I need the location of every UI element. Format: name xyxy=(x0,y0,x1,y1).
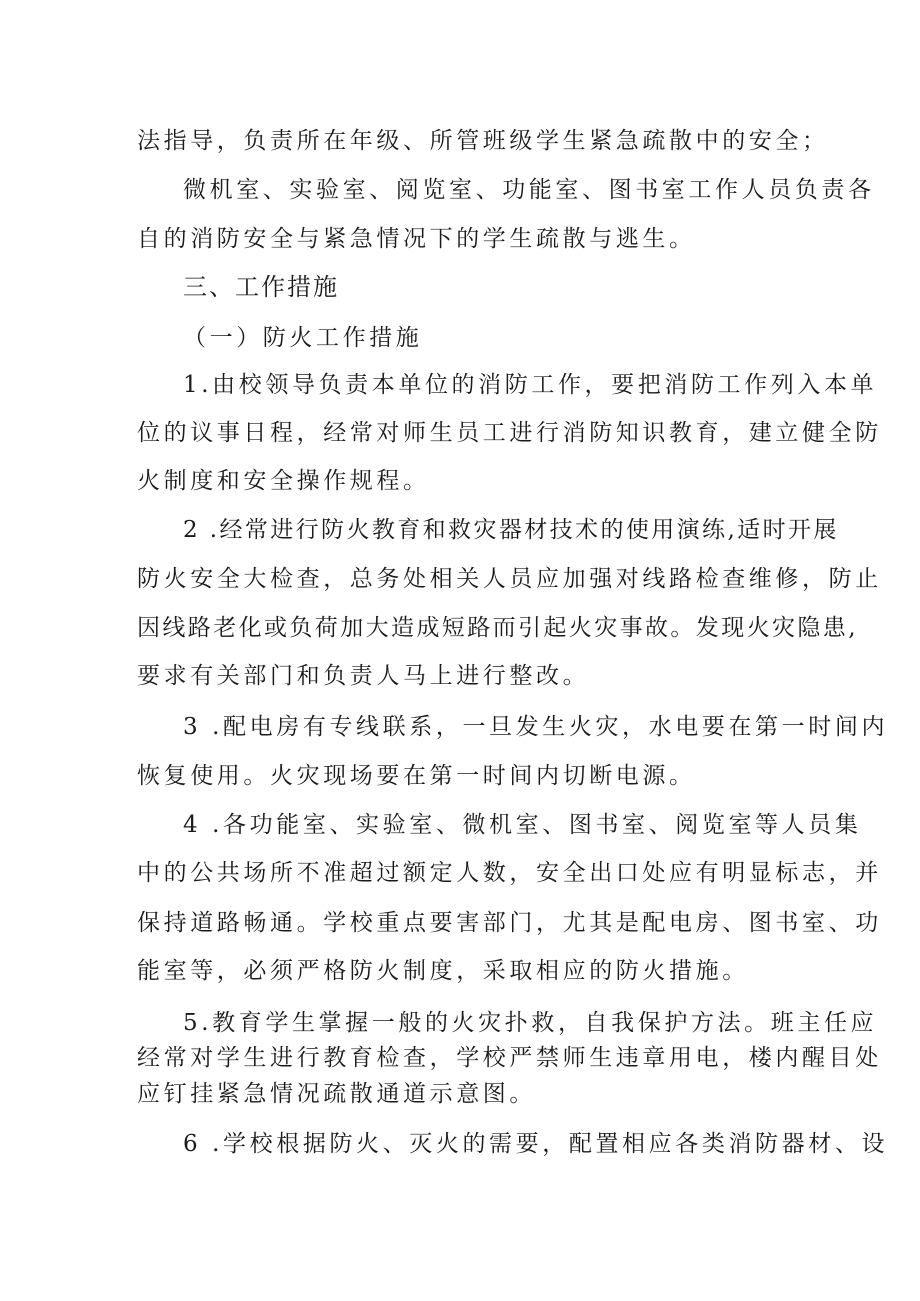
paragraph-line: 6 .学校根据防火、灭火的需要，配置相应各类消防器材、设 xyxy=(183,1131,889,1157)
paragraph-line: 防火安全大检查，总务处相关人员应加强对线路检查维修，防止 xyxy=(137,566,882,592)
paragraph-line: 经常对学生进行教育检查，学校严禁师生违章用电，楼内醒目处 xyxy=(137,1045,882,1071)
paragraph-line: 应钉挂紧急情况疏散通道示意图。 xyxy=(137,1081,536,1107)
paragraph-line: 火制度和安全操作规程。 xyxy=(137,468,430,494)
paragraph-line: 因线路老化或负荷加大造成短路而引起火灾事故。发现火灾隐患, xyxy=(137,615,858,641)
paragraph-line: 恢复使用。火灾现场要在第一时间内切断电源。 xyxy=(137,763,696,789)
subsection-heading: （一）防火工作措施 xyxy=(183,325,423,351)
paragraph-line: 自的消防安全与紧急情况下的学生疏散与逃生。 xyxy=(137,226,696,252)
paragraph-line: 保持道路畅通。学校重点要害部门，尤其是配电房、图书室、功 xyxy=(137,910,882,936)
paragraph-line: 中的公共场所不准超过额定人数，安全出口处应有明显标志，并 xyxy=(137,860,882,886)
paragraph-line: 微机室、实验室、阅览室、功能室、图书室工作人员负责各 xyxy=(183,177,875,203)
paragraph-line: 要求有关部门和负责人马上进行整改。 xyxy=(137,663,590,689)
paragraph-line: 5.教育学生掌握一般的火灾扑救，自我保护方法。班主任应 xyxy=(183,1010,878,1036)
paragraph-line: 法指导，负责所在年级、所管班级学生紧急疏散中的安全； xyxy=(137,128,829,154)
paragraph-line: 3 .配电房有专线联系，一旦发生火灾，水电要在第一时间内 xyxy=(183,714,889,740)
section-heading: 三、工作措施 xyxy=(183,273,339,301)
paragraph-line: 能室等，必须严格防火制度，采取相应的防火措施。 xyxy=(137,958,749,984)
paragraph-line: 2 .经常进行防火教育和救灾器材技术的使用演练,适时开展 xyxy=(183,517,839,543)
paragraph-line: 位的议事日程，经常对师生员工进行消防知识教育，建立健全防 xyxy=(137,420,882,446)
paragraph-line: 4 .各功能室、实验室、微机室、图书室、阅览室等人员集 xyxy=(183,812,862,838)
paragraph-line: 1.由校领导负责本单位的消防工作，要把消防工作列入本单 xyxy=(183,372,878,398)
